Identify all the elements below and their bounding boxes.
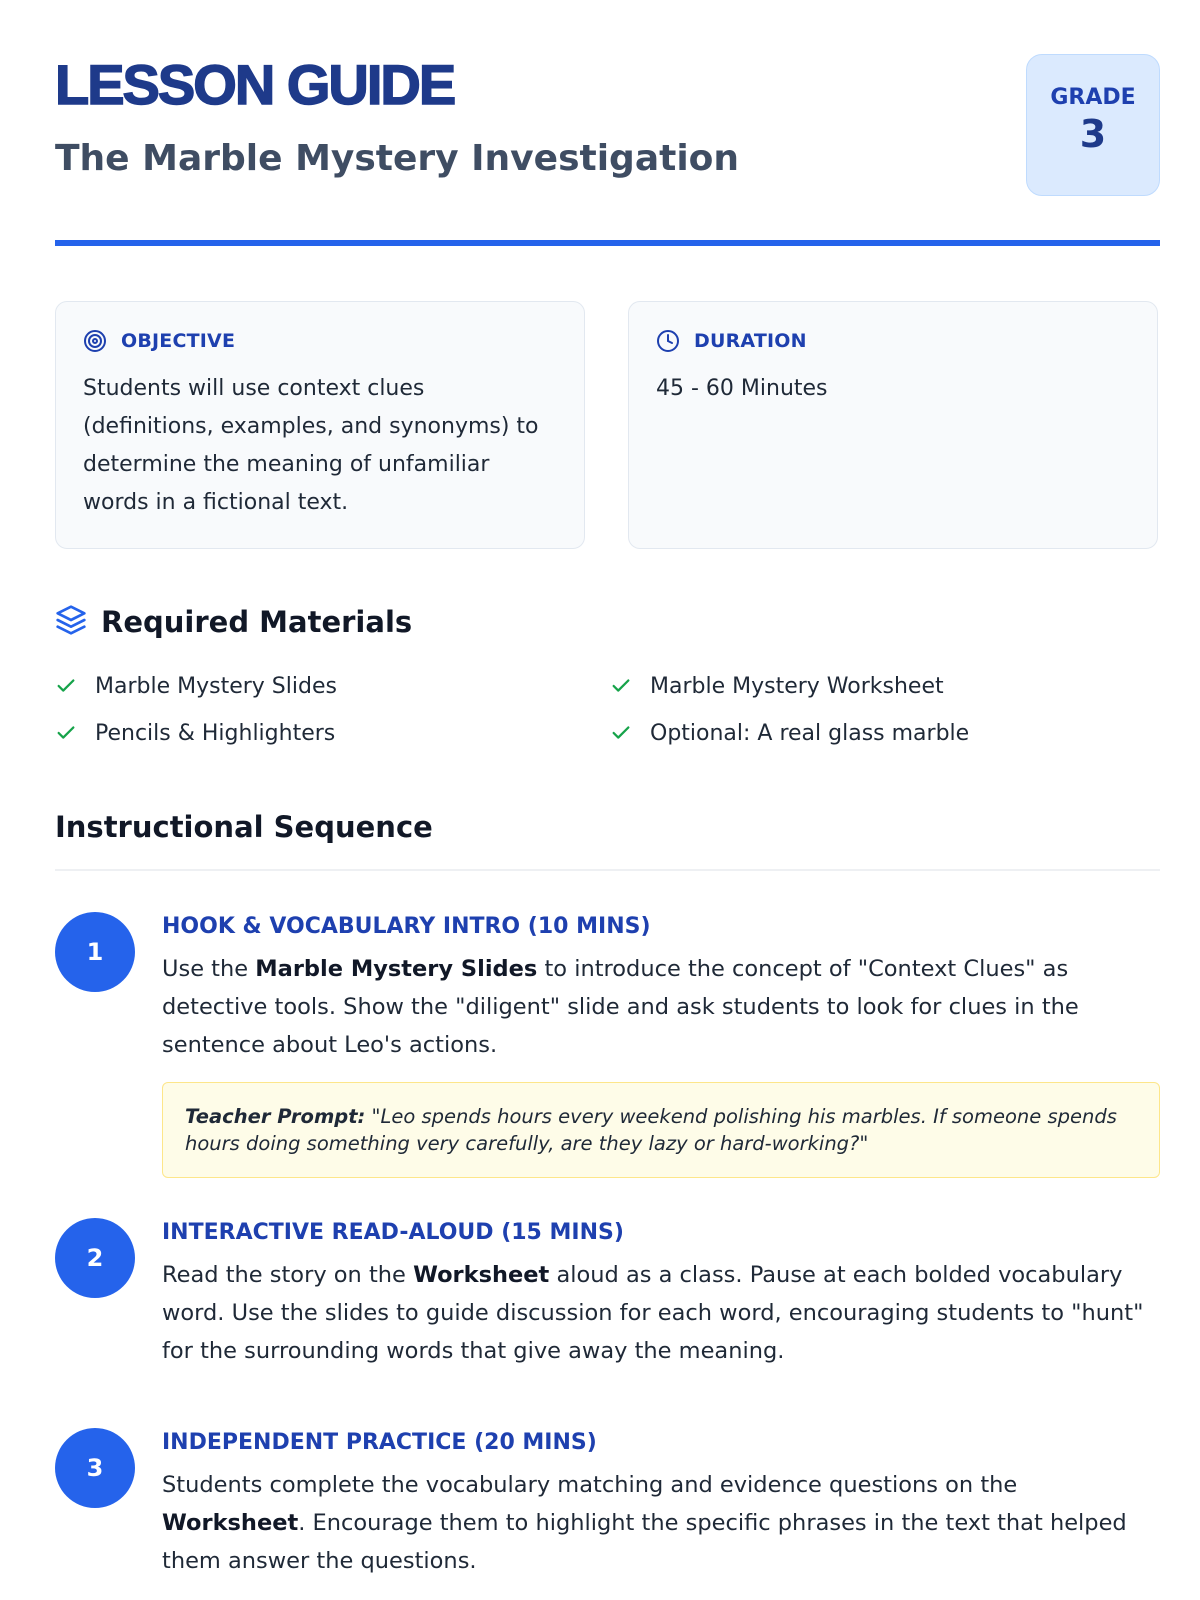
step-description <box>162 950 1160 1064</box>
sequence-divider <box>55 869 1160 871</box>
clock-icon <box>656 329 680 353</box>
prompt-text: "Leo spends hours every weekend polishing his marbles. If someone spends hours doing something very carefully, are they lazy or hard-working?" <box>185 1105 1117 1155</box>
check-icon <box>610 675 634 697</box>
step-text-part: . Encourage them to highlight the specific phrases in the text that helped them answer the questions. <box>162 1510 1127 1574</box>
header-divider <box>55 240 1160 246</box>
step-number-badge: 3 <box>55 1428 135 1508</box>
objective-text: Students will use context clues (definitions, examples, and synonyms) to determine the meaning of unfamiliar words in a fictional text. <box>83 376 539 515</box>
step-title: HOOK & VOCABULARY INTRO (10 MINS) <box>162 914 651 939</box>
page-title: LESSON GUIDE <box>55 53 455 116</box>
material-label: Marble Mystery Slides <box>95 673 337 699</box>
duration-card <box>628 301 1158 549</box>
grade-badge <box>1026 54 1160 196</box>
step-text-part: Read the story on the <box>162 1262 414 1288</box>
step-text-part: to introduce the concept of "Context Clues" as detective tools. Show the "diligent" slide and ask students to look for clues in the sentence about Leo's actions. <box>162 956 1079 1058</box>
objective-card <box>55 301 585 549</box>
layers-icon <box>55 604 87 640</box>
objective-card-header <box>83 326 557 356</box>
step-description <box>162 1466 1160 1580</box>
material-item <box>610 717 969 749</box>
material-label: Pencils & Highlighters <box>95 720 336 746</box>
target-icon <box>83 329 107 353</box>
duration-text: 45 - 60 Minutes <box>656 376 828 401</box>
lesson-guide-page <box>55 0 1160 1574</box>
step-number-badge: 1 <box>55 912 135 992</box>
grade-number: 3 <box>1079 112 1107 156</box>
teacher-prompt-box <box>162 1082 1160 1178</box>
prompt-label: Teacher Prompt: <box>185 1105 366 1128</box>
info-cards <box>55 301 1160 551</box>
sequence-title: Instructional Sequence <box>55 810 433 844</box>
step-text-bold: Worksheet <box>413 1262 550 1288</box>
check-icon <box>55 675 79 697</box>
materials-title: Required Materials <box>101 605 413 639</box>
step-title: INTERACTIVE READ-ALOUD (15 MINS) <box>162 1220 624 1245</box>
step-text-bold: Worksheet <box>162 1510 299 1536</box>
material-item <box>610 670 944 702</box>
material-item <box>55 717 335 749</box>
step-description <box>162 1256 1160 1370</box>
step-text-bold: Marble Mystery Slides <box>255 956 538 982</box>
step-text-part: Use the <box>162 956 256 982</box>
step-title: INDEPENDENT PRACTICE (20 MINS) <box>162 1430 597 1455</box>
step-content <box>162 912 1160 1178</box>
material-label: Marble Mystery Worksheet <box>650 673 944 699</box>
step-content <box>162 1428 1160 1580</box>
duration-title: DURATION <box>694 330 807 352</box>
step-text-part: aloud as a class. Pause at each bolded vocabulary word. Use the slides to guide discussion for each word, encouraging students to "hunt" for the surrounding words that give away the meaning. <box>162 1262 1144 1364</box>
step-content <box>162 1218 1160 1370</box>
duration-card-header <box>656 326 1130 356</box>
check-icon <box>610 722 634 744</box>
grade-label: GRADE <box>1050 85 1136 110</box>
header <box>55 0 1160 246</box>
check-icon <box>55 722 79 744</box>
objective-title: OBJECTIVE <box>121 330 236 352</box>
material-label: Optional: A real glass marble <box>650 720 970 746</box>
lesson-subtitle: The Marble Mystery Investigation <box>55 138 740 179</box>
materials-header <box>55 604 412 640</box>
step-number-badge: 2 <box>55 1218 135 1298</box>
step-text-part: Students complete the vocabulary matching and evidence questions on the <box>162 1472 1018 1498</box>
material-item <box>55 670 337 702</box>
